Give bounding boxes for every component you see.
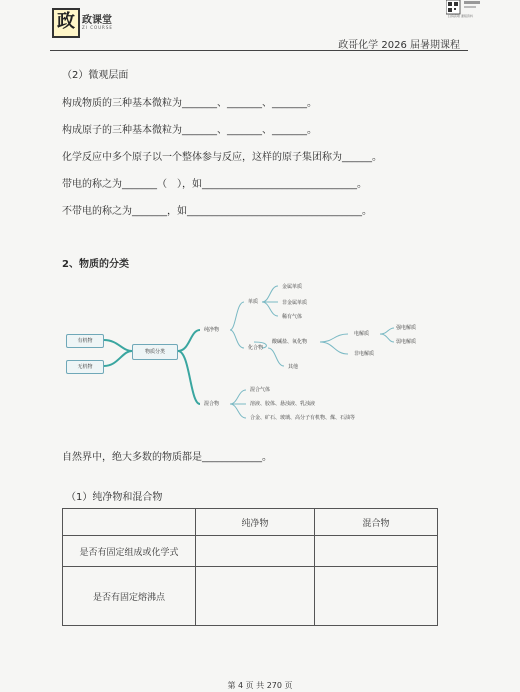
fill-line-2: 构成原子的三种基本微粒为_______、_______、_______。	[62, 125, 317, 136]
table-cell	[196, 536, 315, 567]
node-root-classification: 物质分类	[132, 344, 178, 360]
node-mix-gas: 混合气体	[250, 387, 271, 393]
page-number: 第 4 页 共 270 页	[227, 681, 293, 690]
node-metal: 金属单质	[282, 284, 303, 290]
table-cell	[315, 536, 438, 567]
brand-name: 政课堂	[82, 15, 112, 26]
node-nonmetal: 非金属单质	[282, 300, 308, 306]
course-title: 政哥化学 2026 届暑期课程	[338, 40, 460, 51]
table-cell: 是否有固定组成或化学式	[63, 536, 196, 567]
table-cell	[196, 567, 315, 626]
section-heading-pure: （1）纯净物和混合物	[66, 492, 163, 503]
node-mix-materials: 合金、矿石、玻璃、高分子有机物、煤、石油等	[250, 415, 356, 421]
brand-logo: 政	[52, 8, 80, 38]
node-pure: 纯净物	[204, 327, 220, 333]
node-mixture: 混合物	[204, 401, 220, 407]
node-electrolyte: 电解质	[354, 331, 370, 337]
table-header-row	[63, 509, 438, 536]
qr-caption: 扫码获取 课程资料	[448, 14, 473, 18]
section-heading-classify: 2、物质的分类	[62, 259, 129, 270]
table-header-cell: 混合物	[315, 509, 438, 536]
node-other: 其他	[288, 364, 299, 370]
node-compound: 化合物	[248, 345, 264, 351]
pure-mixture-table	[62, 508, 438, 626]
node-noble-gas: 稀有气体	[282, 314, 303, 320]
node-weak-electrolyte: 弱电解质	[396, 339, 417, 345]
nature-fill-line: 自然界中，绝大多数的物质都是____________。	[62, 452, 272, 463]
table-row	[63, 567, 438, 626]
section-heading-micro: （2）微观层面	[62, 70, 129, 81]
table-header-cell: 纯净物	[196, 509, 315, 536]
table-cell: 是否有固定熔沸点	[63, 567, 196, 626]
node-strong-electrolyte: 强电解质	[396, 325, 417, 331]
node-mix-dispersions: 溶液、胶体、悬浊液、乳浊液	[250, 401, 316, 407]
node-acid-base-salt-oxide: 酸碱盐、氧化物	[272, 339, 308, 345]
fill-line-1: 构成物质的三种基本微粒为_______、_______、_______。	[62, 98, 317, 109]
table-header-cell	[63, 509, 196, 536]
node-element: 单质	[248, 299, 259, 305]
brand-subtitle: ZI COURSE	[82, 25, 113, 30]
fill-line-4: 带电的称之为_______（ ），如_______________________________。	[62, 179, 367, 190]
table-row	[63, 536, 438, 567]
node-inorganic: 无机物	[66, 360, 104, 374]
fill-line-3: 化学反应中多个原子以一个整体参与反应，这样的原子集团称为______。	[62, 152, 382, 163]
fill-line-5: 不带电的称之为_______，如___________________________________。	[62, 206, 372, 217]
node-non-electrolyte: 非电解质	[354, 351, 375, 357]
node-organic: 有机物	[66, 334, 104, 348]
table-cell	[315, 567, 438, 626]
